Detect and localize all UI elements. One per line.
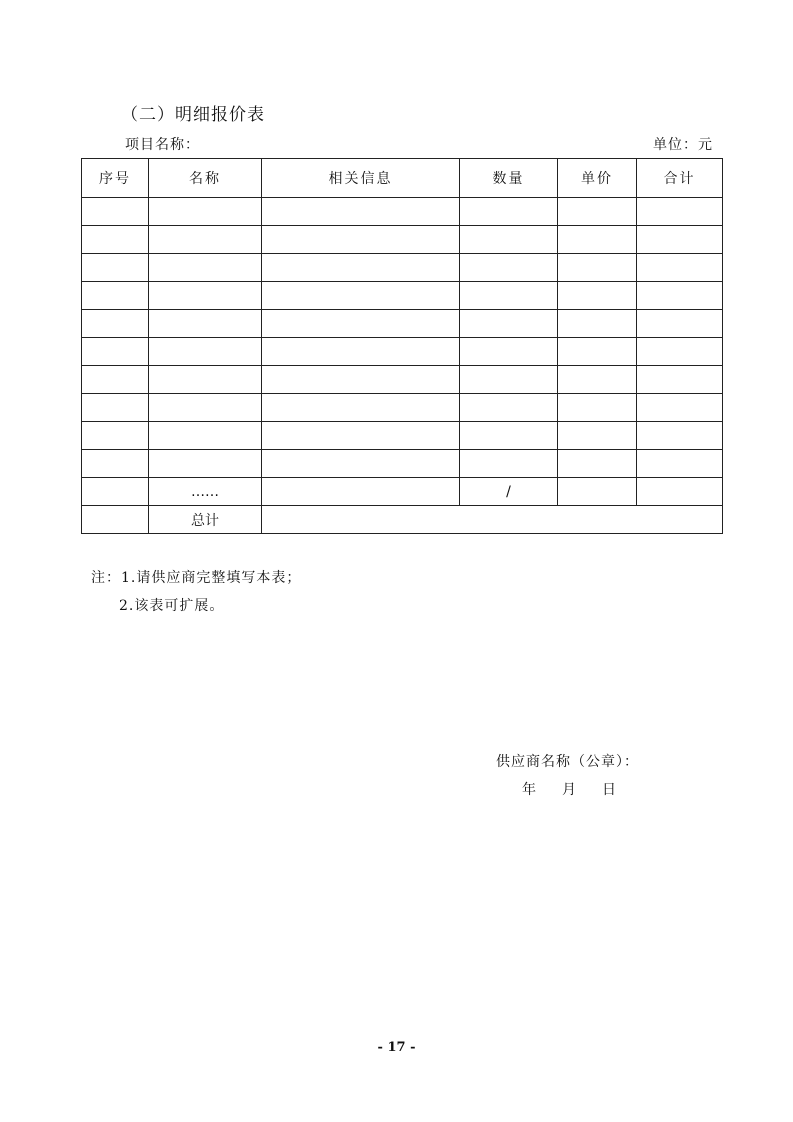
cell[interactable] <box>558 226 637 254</box>
section-heading: （二）明细报价表 <box>121 105 265 125</box>
header-unit-price: 单价 <box>558 159 637 198</box>
header-quantity: 数量 <box>460 159 558 198</box>
notes <box>91 564 301 620</box>
cell[interactable] <box>460 450 558 478</box>
page-number: - 17 - <box>377 1040 416 1055</box>
cell[interactable] <box>262 338 460 366</box>
table-row <box>82 338 723 366</box>
cell[interactable] <box>262 422 460 450</box>
cell[interactable] <box>460 226 558 254</box>
cell[interactable] <box>637 478 723 506</box>
cell[interactable] <box>460 282 558 310</box>
cell[interactable] <box>637 450 723 478</box>
table-row <box>82 394 723 422</box>
cell[interactable] <box>82 338 149 366</box>
cell[interactable] <box>262 366 460 394</box>
header-index: 序号 <box>82 159 149 198</box>
cell[interactable] <box>460 338 558 366</box>
cell[interactable] <box>262 254 460 282</box>
cell[interactable] <box>82 478 149 506</box>
cell[interactable] <box>558 450 637 478</box>
cell[interactable] <box>149 422 262 450</box>
cell[interactable] <box>558 338 637 366</box>
cell[interactable] <box>82 394 149 422</box>
cell[interactable] <box>460 198 558 226</box>
cell[interactable] <box>82 198 149 226</box>
cell[interactable] <box>82 226 149 254</box>
year-label: 年 <box>522 782 536 798</box>
table-row-ellipsis <box>82 478 723 506</box>
supplier-name-label: 供应商名称（公章）： <box>496 754 639 770</box>
date-line <box>522 779 642 799</box>
table-row-total <box>82 506 723 534</box>
header-info: 相关信息 <box>262 159 460 198</box>
cell[interactable] <box>558 282 637 310</box>
ellipsis-cell: …… <box>149 478 262 506</box>
cell[interactable] <box>82 254 149 282</box>
table-row <box>82 310 723 338</box>
cell[interactable] <box>558 478 637 506</box>
cell[interactable] <box>82 422 149 450</box>
cell[interactable] <box>460 310 558 338</box>
unit-label: 单位：元 <box>653 137 713 153</box>
cell[interactable] <box>558 394 637 422</box>
cell[interactable] <box>558 254 637 282</box>
cell[interactable] <box>637 198 723 226</box>
cell[interactable] <box>262 226 460 254</box>
cell[interactable] <box>637 310 723 338</box>
cell[interactable] <box>149 282 262 310</box>
cell[interactable] <box>558 310 637 338</box>
cell[interactable] <box>460 254 558 282</box>
cell[interactable] <box>149 254 262 282</box>
cell[interactable] <box>82 450 149 478</box>
note-line-1: 注：1.请供应商完整填写本表； <box>91 570 302 586</box>
cell[interactable] <box>637 422 723 450</box>
cell[interactable] <box>460 422 558 450</box>
table-row <box>82 450 723 478</box>
cell[interactable] <box>637 366 723 394</box>
cell[interactable] <box>262 282 460 310</box>
total-label-cell: 总计 <box>149 506 262 534</box>
header-name: 名称 <box>149 159 262 198</box>
cell[interactable] <box>262 478 460 506</box>
cell[interactable] <box>262 450 460 478</box>
note-line-2: 2.该表可扩展。 <box>119 598 225 614</box>
cell[interactable] <box>637 394 723 422</box>
cell[interactable] <box>149 450 262 478</box>
cell[interactable] <box>149 366 262 394</box>
cell[interactable] <box>149 198 262 226</box>
cell[interactable] <box>149 226 262 254</box>
cell[interactable] <box>82 310 149 338</box>
price-detail-table <box>81 158 723 534</box>
day-label: 日 <box>602 782 616 798</box>
cell[interactable] <box>82 282 149 310</box>
cell[interactable] <box>149 310 262 338</box>
cell[interactable] <box>82 366 149 394</box>
cell[interactable] <box>558 422 637 450</box>
cell[interactable] <box>82 506 149 534</box>
cell[interactable] <box>149 338 262 366</box>
cell[interactable] <box>262 394 460 422</box>
table-row <box>82 366 723 394</box>
cell[interactable] <box>558 198 637 226</box>
table-row <box>82 254 723 282</box>
quantity-slash-cell: / <box>460 478 558 506</box>
header-subtotal: 合计 <box>637 159 723 198</box>
cell[interactable] <box>558 366 637 394</box>
table-header-row <box>82 159 723 198</box>
cell[interactable] <box>262 310 460 338</box>
table-row <box>82 282 723 310</box>
cell[interactable] <box>262 198 460 226</box>
cell[interactable] <box>637 226 723 254</box>
cell[interactable] <box>460 394 558 422</box>
table-row <box>82 198 723 226</box>
cell[interactable] <box>637 282 723 310</box>
table-row <box>82 226 723 254</box>
cell[interactable] <box>637 338 723 366</box>
cell[interactable] <box>637 254 723 282</box>
project-name-label: 项目名称： <box>125 137 200 153</box>
total-value-cell[interactable] <box>262 506 723 534</box>
table-row <box>82 422 723 450</box>
month-label: 月 <box>562 782 576 798</box>
cell[interactable] <box>149 394 262 422</box>
cell[interactable] <box>460 366 558 394</box>
